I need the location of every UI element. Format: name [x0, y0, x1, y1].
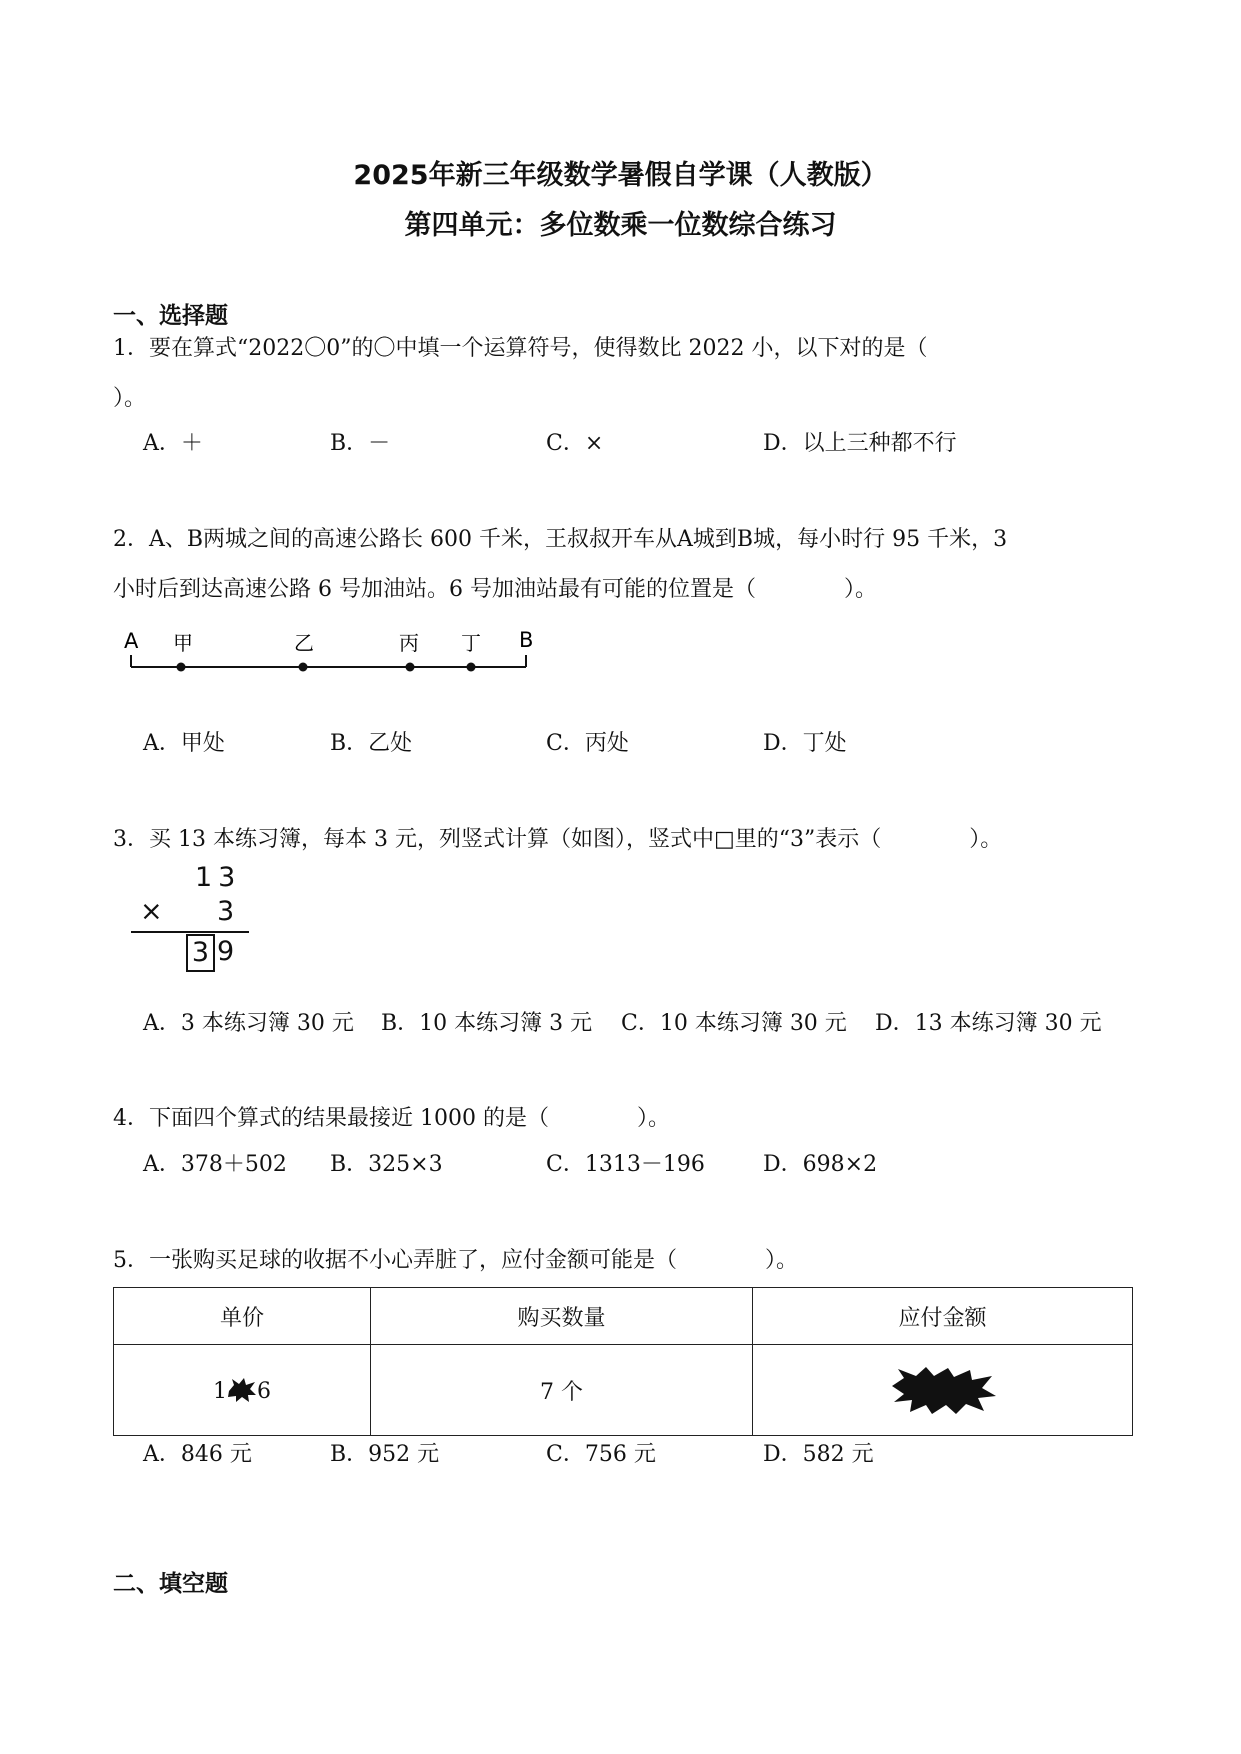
question-4-option-b[interactable]: B．325×3 [330, 1152, 443, 1177]
question-4-option-d[interactable]: D．698×2 [763, 1152, 878, 1177]
cell-unit-price [114, 1345, 371, 1436]
question-1-option-c[interactable]: C．× [546, 431, 604, 456]
header-amount: 应付金额 [753, 1288, 1133, 1345]
question-4-option-c[interactable]: C．1313－196 [546, 1152, 705, 1177]
vertical-calculation [125, 862, 255, 972]
label-ding: 丁 [461, 631, 481, 655]
question-2-text-cont: 小时后到达高速公路 6 号加油站。6 号加油站最有可能的位置是（ ）。 [113, 577, 877, 602]
question-1-option-b[interactable]: B．－ [330, 431, 391, 456]
question-4-text: 4．下面四个算式的结果最接近 1000 的是（ ）。 [113, 1106, 670, 1131]
question-5-text: 5．一张购买足球的收据不小心弄脏了，应付金额可能是（ ）。 [113, 1248, 798, 1273]
cell-amount [753, 1345, 1133, 1436]
question-3-option-d[interactable]: D．13 本练习簿 30 元 [875, 1011, 1102, 1036]
question-5-option-c[interactable]: C．756 元 [546, 1442, 656, 1467]
question-2-option-a[interactable]: A．甲处 [143, 731, 225, 756]
point-yi [299, 663, 308, 672]
calc-operator: × [140, 896, 163, 927]
calc-top-number: 13 [195, 862, 242, 893]
question-1-option-a[interactable]: A．＋ [143, 431, 203, 456]
section-heading-choice: 一、选择题 [113, 303, 228, 329]
point-jia [177, 663, 186, 672]
header-quantity: 购买数量 [371, 1288, 753, 1345]
question-1-text-cont: ）。 [113, 386, 147, 411]
label-b: B [519, 628, 534, 652]
question-5-option-d[interactable]: D．582 元 [763, 1442, 874, 1467]
receipt-table [113, 1287, 1133, 1436]
question-3-option-c[interactable]: C．10 本练习簿 30 元 [621, 1011, 847, 1036]
point-bing [406, 663, 415, 672]
price-digit-left: 1 [213, 1378, 227, 1404]
calc-result-digit: 9 [217, 936, 235, 967]
distance-diagram [118, 625, 538, 681]
question-2-text: 2．A、B两城之间的高速公路长 600 千米，王叔叔开车从A城到B城，每小时行 95 千米，3 [113, 527, 1008, 552]
page-title: 2025年新三年级数学暑假自学课（人教版） [353, 160, 888, 191]
calc-line [131, 931, 249, 933]
question-3-option-a[interactable]: A．3 本练习簿 30 元 [143, 1011, 354, 1036]
cell-quantity: 7 个 [371, 1345, 753, 1436]
label-yi: 乙 [294, 631, 314, 655]
section-heading-fill: 二、填空题 [113, 1571, 228, 1597]
header-unit-price: 单价 [114, 1288, 371, 1345]
question-1-text: 1．要在算式“2022〇0”的〇中填一个运算符号，使得数比 2022 小，以下对的是（ [113, 336, 928, 361]
question-3-text: 3．买 13 本练习簿，每本 3 元，列竖式计算（如图），竖式中□里的“3”表示（ ）。 [113, 827, 1003, 852]
label-bing: 丙 [399, 631, 419, 655]
page-subtitle: 第四单元：多位数乘一位数综合练习 [404, 210, 837, 241]
question-5-option-a[interactable]: A．846 元 [143, 1442, 252, 1467]
question-3-option-b[interactable]: B．10 本练习簿 3 元 [381, 1011, 593, 1036]
question-2-option-b[interactable]: B．乙处 [330, 731, 413, 756]
question-5-option-b[interactable]: B．952 元 [330, 1442, 440, 1467]
calc-multiplier: 3 [217, 896, 235, 927]
label-jia: 甲 [173, 631, 193, 655]
point-ding [467, 663, 476, 672]
calc-boxed-digit: 3 [186, 934, 215, 972]
question-1-option-d[interactable]: D．以上三种都不行 [763, 431, 957, 456]
price-digit-right: 6 [257, 1378, 271, 1404]
question-2-option-c[interactable]: C．丙处 [546, 731, 629, 756]
question-4-option-a[interactable]: A．378＋502 [143, 1152, 287, 1177]
smudge-icon [227, 1377, 257, 1403]
smudge-icon [888, 1364, 998, 1416]
question-2-option-d[interactable]: D．丁处 [763, 731, 847, 756]
label-a: A [124, 629, 139, 653]
